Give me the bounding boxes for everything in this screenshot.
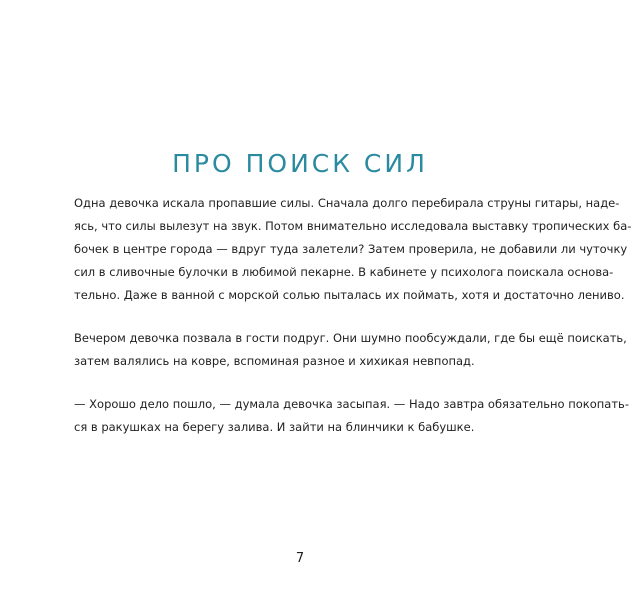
paragraph-2 — [74, 327, 627, 373]
text-line: Вечером девочка позвала в гости подруг. Они шумно пообсуждали, где бы ещё поискать, — [74, 331, 627, 345]
page-title: ПРО ПОИСК СИЛ — [172, 148, 428, 178]
text-line: ясь, что силы вылезут на звук. Потом внимательно исследовала выставку тропических ба- — [74, 219, 631, 233]
text-line: бочек в центре города — вдруг туда залетели? Затем проверила, не добавили ли чуточку — [74, 242, 628, 256]
text-line: сил в сливочные булочки в любимой пекарне. В кабинете у психолога поискала основа- — [74, 265, 614, 279]
paragraph-1 — [74, 192, 631, 307]
paragraph-3 — [74, 393, 629, 439]
text-line: ся в ракушках на берегу залива. И зайти на блинчики к бабушке. — [74, 420, 475, 434]
text-line: затем валялись на ковре, вспоминая разное и хихикая невпопад. — [74, 354, 475, 368]
text-line: тельно. Даже в ванной с морской солью пыталась их поймать, хотя и достаточно лениво. — [74, 288, 625, 302]
text-line: — Хорошо дело пошло, — думала девочка засыпая. — Надо завтра обязательно покопать- — [74, 397, 629, 411]
text-line: Одна девочка искала пропавшие силы. Сначала долго перебирала струны гитары, наде- — [74, 196, 620, 210]
body-text — [74, 192, 631, 459]
page-number: 7 — [295, 551, 305, 566]
